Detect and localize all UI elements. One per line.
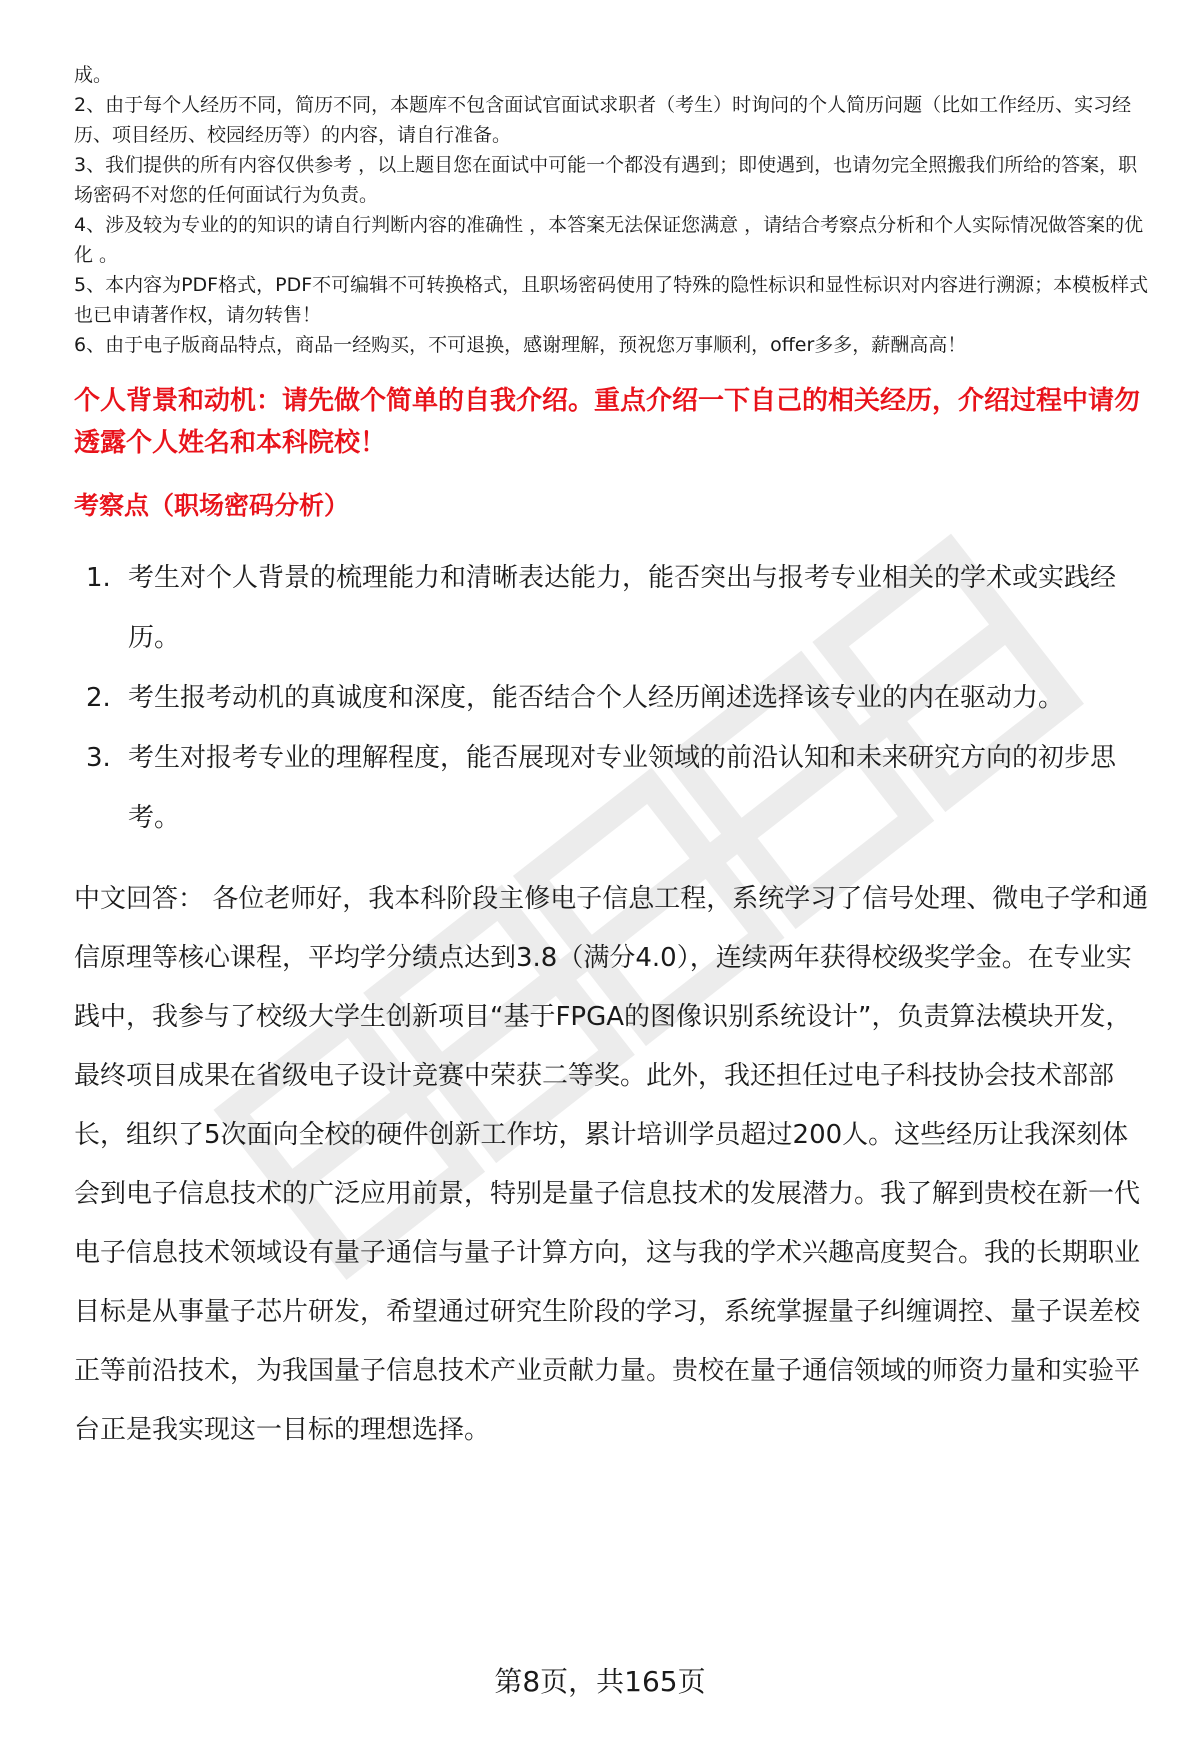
note-item: 6、由于电子版商品特点，商品一经购买，不可退换，感谢理解，预祝您万事顺利，offer多多，薪酬高高！ bbox=[74, 334, 967, 356]
disclaimer-notes bbox=[74, 60, 1154, 360]
note-item: 4、涉及较为专业的的知识的请自行判断内容的准确性 ，本答案无法保证您满意 ，请结合考察点分析和个人实际情况做答案的优化 。 bbox=[74, 214, 1144, 266]
note-item: 3、我们提供的所有内容仅供参考 ，以上题目您在面试中可能一个都没有遇到；即使遇到，也请勿完全照搬我们所给的答案，职场密码不对您的任何面试行为负责。 bbox=[74, 154, 1138, 206]
list-number: 1. bbox=[86, 563, 111, 593]
sample-answer: 中文回答： 各位老师好，我本科阶段主修电子信息工程，系统学习了信号处理、微电子学和通信原理等核心课程，平均学分绩点达到3.8（满分4.0），连续两年获得校级奖学金。在专业实践中，我参与了校级大学生创新项目“基于FPGA的图像识别系统设计”，负责算法模块开发，最终项目成果在省级电子设计竞赛中荣获二等奖。此外，我还担任过电子科技协会技术部部长，组织了5次面向全校的硬件创新工作坊，累计培训学员超过200人。这些经历让我深刻体会到电子信息技术的广泛应用前景，特别是量子信息技术的发展潜力。我了解到贵校在新一代电子信息技术领域设有量子通信与量子计算方向，这与我的学术兴趣高度契合。我的长期职业目标是从事量子芯片研发，希望通过研究生阶段的学习，系统掌握量子纠缠调控、量子误差校正等前沿技术，为我国量子信息技术产业贡献力量。贵校在量子通信领域的师资力量和实验平台正是我实现这一目标的理想选择。 bbox=[74, 884, 1149, 1445]
list-text: 考生对报考专业的理解程度，能否展现对专业领域的前沿认知和未来研究方向的初步思考。 bbox=[128, 743, 1117, 833]
list-item bbox=[74, 728, 1154, 848]
document-page bbox=[74, 60, 1154, 1460]
list-item bbox=[74, 668, 1154, 728]
page-number: 第8页，共165页 bbox=[494, 1665, 706, 1698]
list-number: 3. bbox=[86, 743, 111, 773]
note-item: 成。 bbox=[74, 64, 113, 86]
note-item: 5、本内容为PDF格式，PDF不可编辑不可转换格式，且职场密码使用了特殊的隐性标识和显性标识对内容进行溯源；本模板样式也已申请著作权，请勿转售！ bbox=[74, 274, 1149, 326]
analysis-heading: 考察点（职场密码分析） bbox=[74, 491, 350, 520]
list-text: 考生对个人背景的梳理能力和清晰表达能力，能否突出与报考专业相关的学术或实践经历。 bbox=[128, 563, 1117, 653]
analysis-points bbox=[74, 548, 1154, 848]
interview-question: 个人背景和动机：请先做个简单的自我介绍。重点介绍一下自己的相关经历，介绍过程中请勿透露个人姓名和本科院校！ bbox=[74, 386, 1141, 458]
list-item bbox=[74, 548, 1154, 668]
list-text: 考生报考动机的真诚度和深度，能否结合个人经历阐述选择该专业的内在驱动力。 bbox=[128, 683, 1065, 713]
note-item: 2、由于每个人经历不同，简历不同，本题库不包含面试官面试求职者（考生）时询问的个人简历问题（比如工作经历、实习经历、项目经历、校园经历等）的内容，请自行准备。 bbox=[74, 94, 1132, 146]
list-number: 2. bbox=[86, 683, 111, 713]
